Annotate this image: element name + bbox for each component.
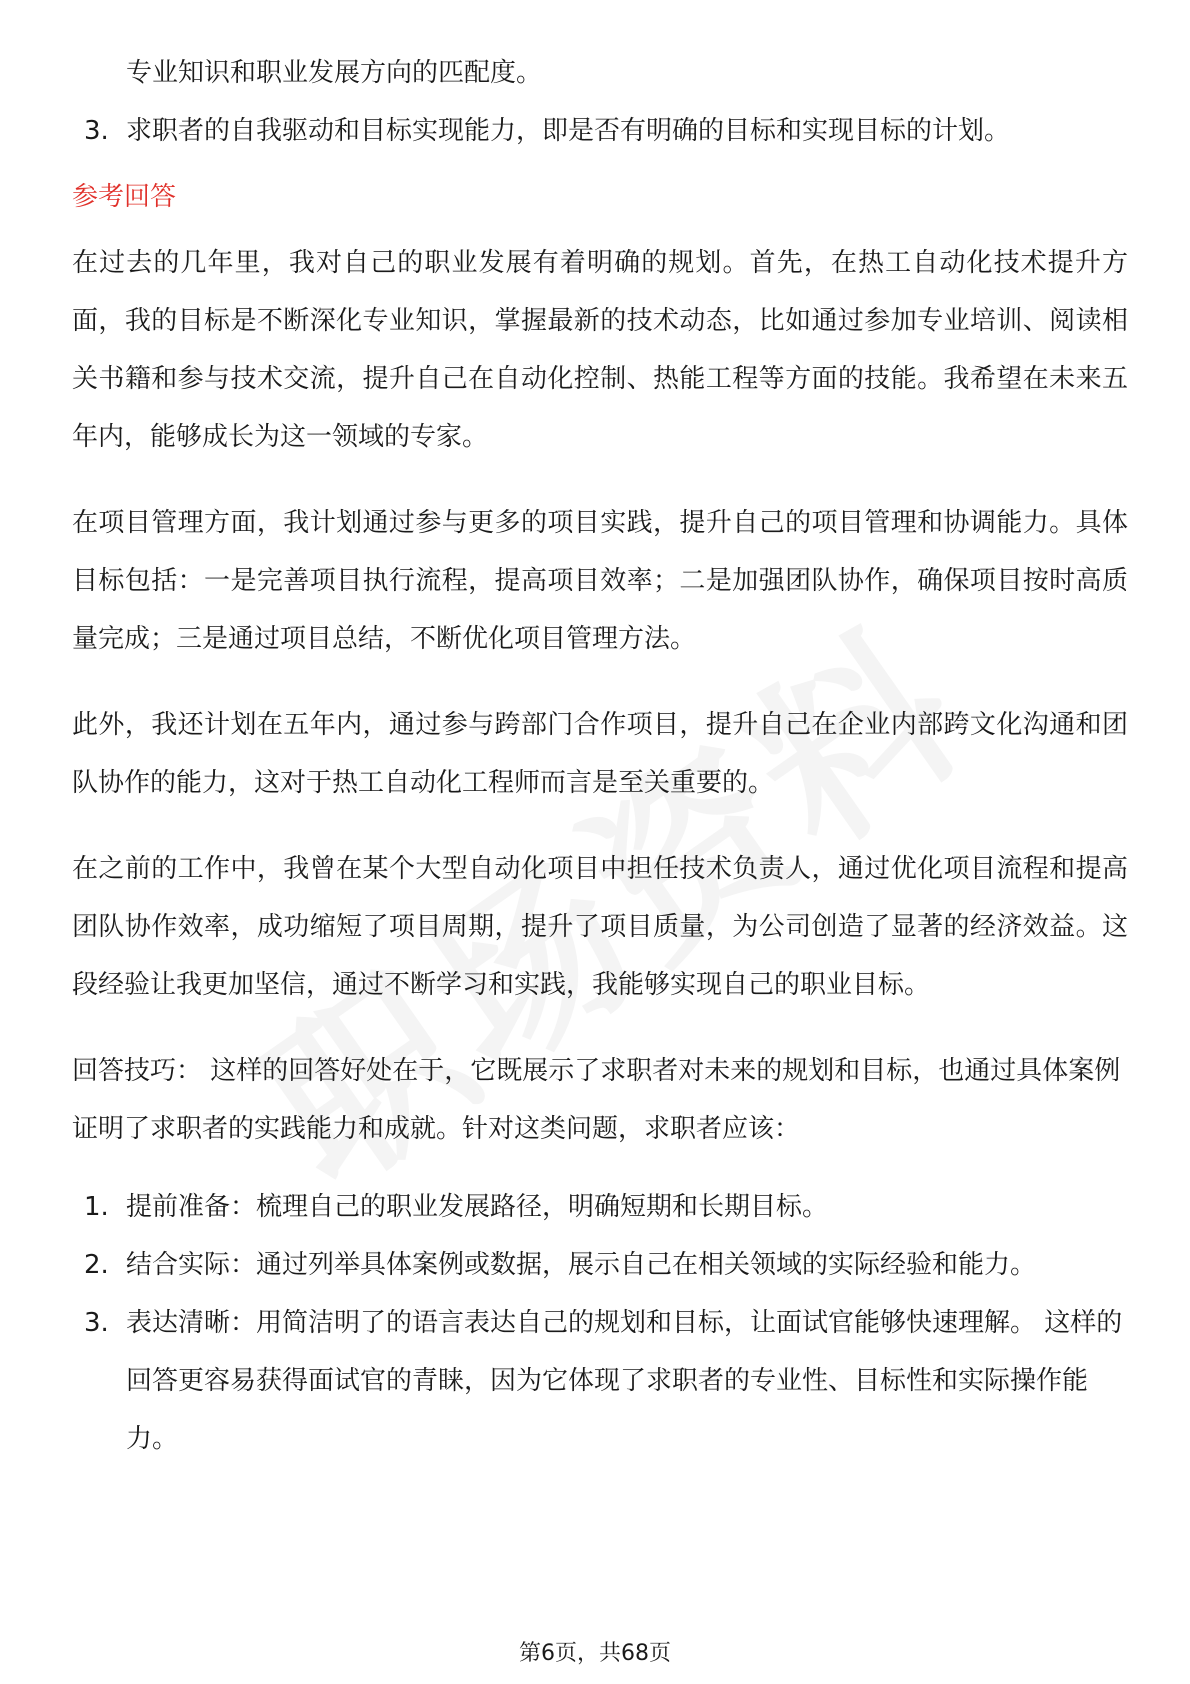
answer-paragraph: 此外，我还计划在五年内，通过参与跨部门合作项目，提升自己在企业内部跨文化沟通和团队协作的能力，这对于热工自动化工程师而言是至关重要的。: [72, 710, 1128, 798]
criteria-list: [72, 102, 1128, 160]
list-item-text: 提前准备：梳理自己的职业发展路径，明确短期和长期目标。: [126, 1192, 829, 1222]
answer-paragraph: 在过去的几年里，我对自己的职业发展有着明确的规划。首先，在热工自动化技术提升方面，我的目标是不断深化专业知识，掌握最新的技术动态，比如通过参加专业培训、阅读相关书籍和参与技术交流，提升自己在自动化控制、热能工程等方面的技能。我希望在未来五年内，能够成长为这一领域的专家。: [72, 248, 1128, 452]
page-number: 第6页，共68页: [519, 1641, 671, 1666]
list-number: 3.: [84, 1308, 109, 1338]
list-item-text: 结合实际：通过列举具体案例或数据，展示自己在相关领域的实际经验和能力。: [126, 1250, 1037, 1280]
list-item: [72, 1294, 1128, 1468]
answer-paragraph: 在之前的工作中，我曾在某个大型自动化项目中担任技术负责人，通过优化项目流程和提高团队协作效率，成功缩短了项目周期，提升了项目质量，为公司创造了显著的经济效益。这段经验让我更加坚信，通过不断学习和实践，我能够实现自己的职业目标。: [72, 854, 1128, 1000]
list-item-continuation: 专业知识和职业发展方向的匹配度。: [126, 58, 543, 88]
list-item: [72, 1236, 1128, 1294]
list-item-text: 求职者的自我驱动和目标实现能力，即是否有明确的目标和实现目标的计划。: [126, 116, 1011, 146]
list-number: 1.: [84, 1192, 109, 1222]
document-body: [72, 44, 1128, 1468]
list-item: [72, 1178, 1128, 1236]
tips-intro: 回答技巧： 这样的回答好处在于，它既展示了求职者对未来的规划和目标，也通过具体案例证明了求职者的实践能力和成就。针对这类问题，求职者应该：: [72, 1056, 1121, 1144]
list-item-text: 表达清晰：用简洁明了的语言表达自己的规划和目标，让面试官能够快速理解。 这样的回答更容易获得面试官的青睐，因为它体现了求职者的专业性、目标性和实际操作能力。: [126, 1308, 1123, 1454]
tips-list: [72, 1178, 1128, 1468]
list-number: 2.: [84, 1250, 109, 1280]
list-number: 3.: [84, 116, 109, 146]
section-title: 参考回答: [72, 182, 177, 212]
list-item: [72, 102, 1128, 160]
answer-paragraph: 在项目管理方面，我计划通过参与更多的项目实践，提升自己的项目管理和协调能力。具体目标包括：一是完善项目执行流程，提高项目效率；二是加强团队协作，确保项目按时高质量完成；三是通过项目总结，不断优化项目管理方法。: [72, 508, 1128, 654]
